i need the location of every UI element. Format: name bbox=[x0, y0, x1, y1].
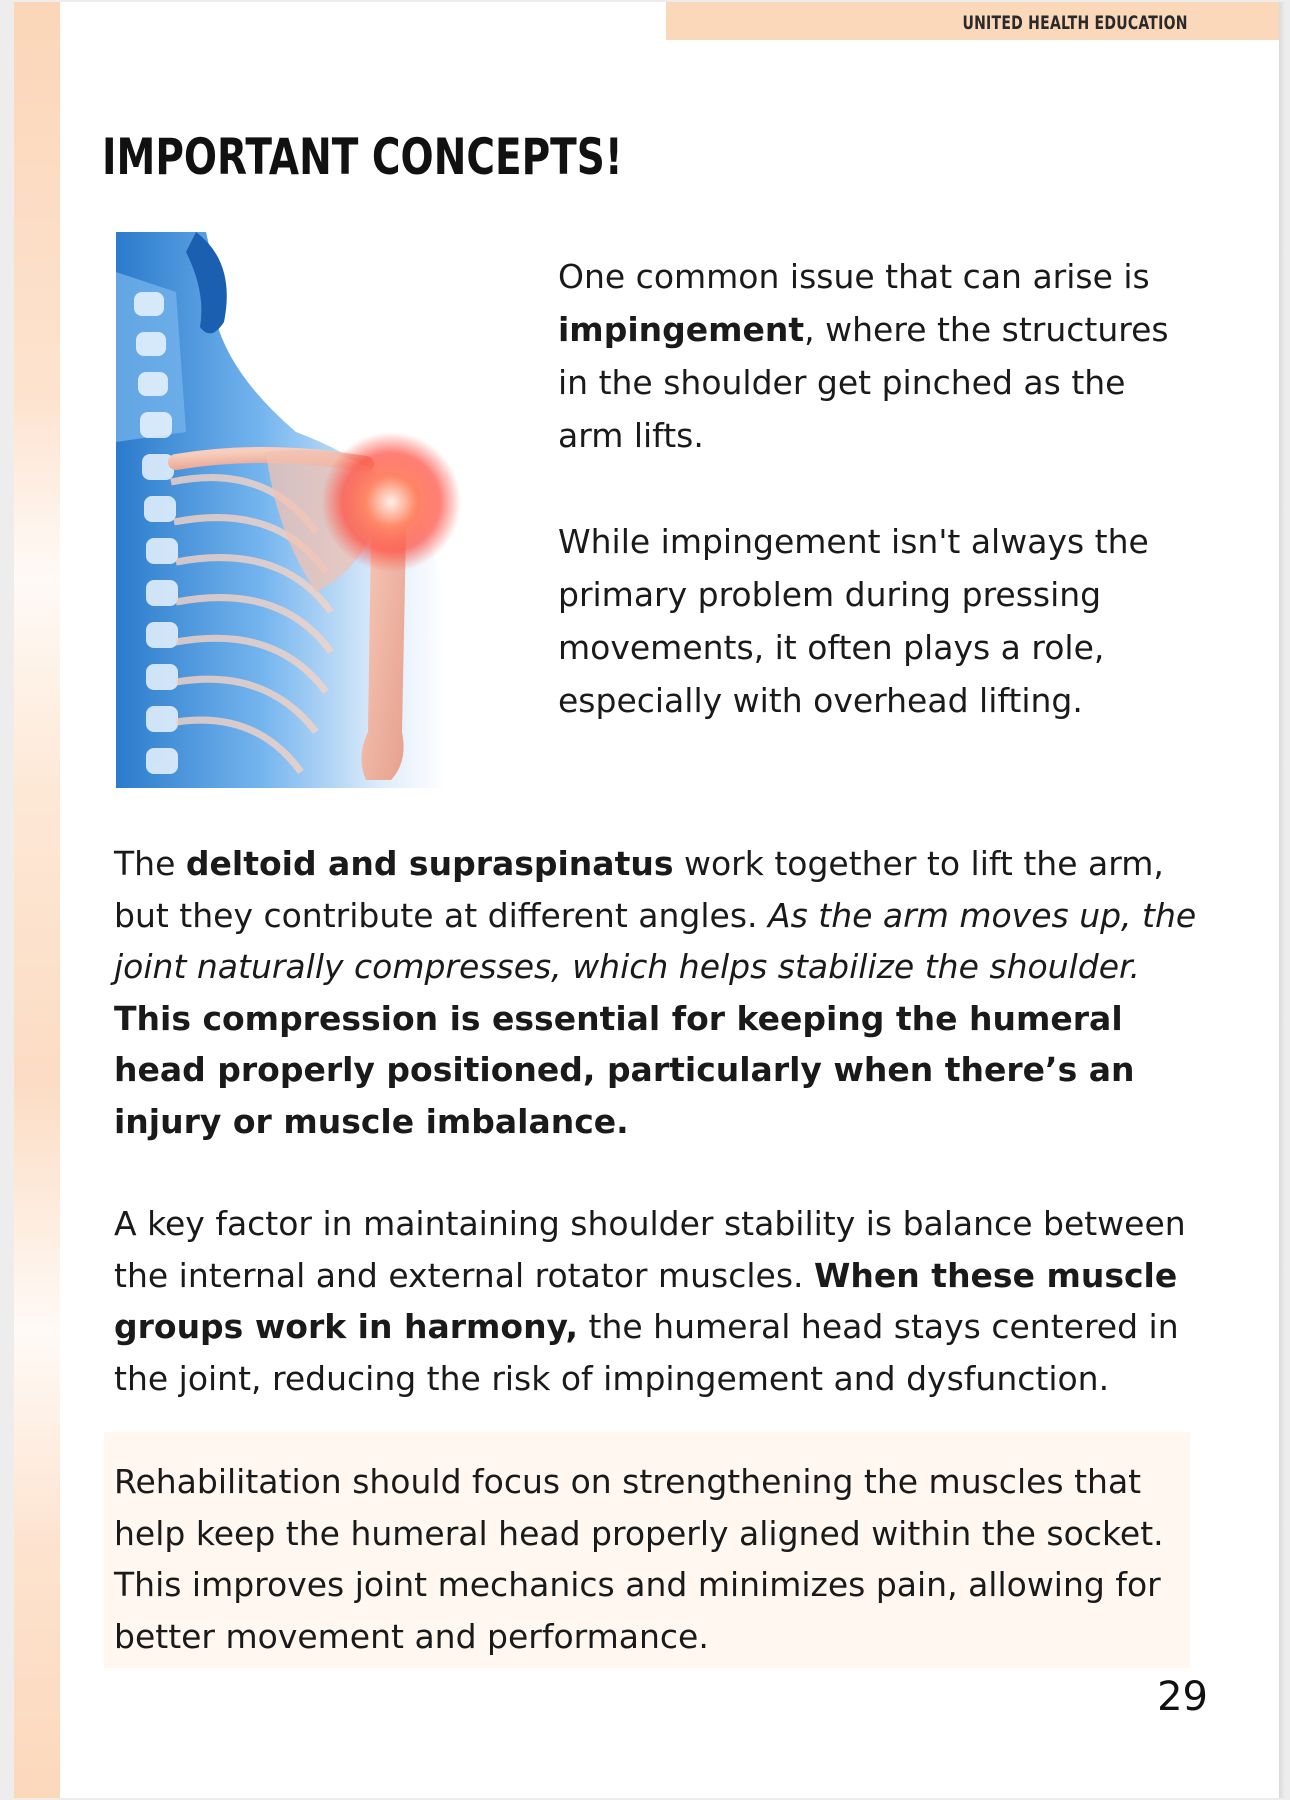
page-title: IMPORTANT CONCEPTS! bbox=[102, 128, 623, 186]
intro-text bbox=[558, 250, 1198, 727]
callout-text: Rehabilitation should focus on strengthening the muscles that help keep the humeral head properly aligned within the socket. This improves joint mechanics and minimizes pain, allowing for better movement and performance. bbox=[114, 1462, 1164, 1656]
shoulder-anatomy-illustration bbox=[116, 232, 468, 788]
intro-paragraph-1: One common issue that can arise is impingement, where the structures in the shoulder get pinched as the arm lifts. bbox=[558, 257, 1169, 455]
page-number: 29 bbox=[1157, 1674, 1208, 1720]
shoulder-anatomy-icon bbox=[116, 232, 468, 788]
paragraph-rotators: A key factor in maintaining shoulder stability is balance between the internal and external rotator muscles. When these muscle groups work in harmony, the humeral head stays centered in the joint, reducing the risk of impingement and dysfunction. bbox=[114, 1204, 1186, 1398]
intro-paragraph-2: While impingement isn't always the primary problem during pressing movements, it often plays a role, especially with overhead lifting. bbox=[558, 522, 1149, 720]
callout-box bbox=[104, 1432, 1190, 1668]
side-color-band bbox=[14, 2, 60, 1798]
paragraph-deltoid: The deltoid and supraspinatus work together to lift the arm, but they contribute at different angles. As the arm moves up, the joint naturally compresses, which helps stabilize the shoulder. This compression is essential for keeping the humeral head properly positioned, particularly when there’s an injury or muscle imbalance. bbox=[114, 844, 1197, 1141]
page-edge-shadow bbox=[1279, 2, 1285, 1798]
term-impingement: impingement bbox=[558, 310, 805, 349]
header-brand: UNITED HEALTH EDUCATION bbox=[962, 12, 1188, 34]
document-page bbox=[14, 2, 1280, 1798]
header-tab bbox=[666, 2, 1280, 40]
